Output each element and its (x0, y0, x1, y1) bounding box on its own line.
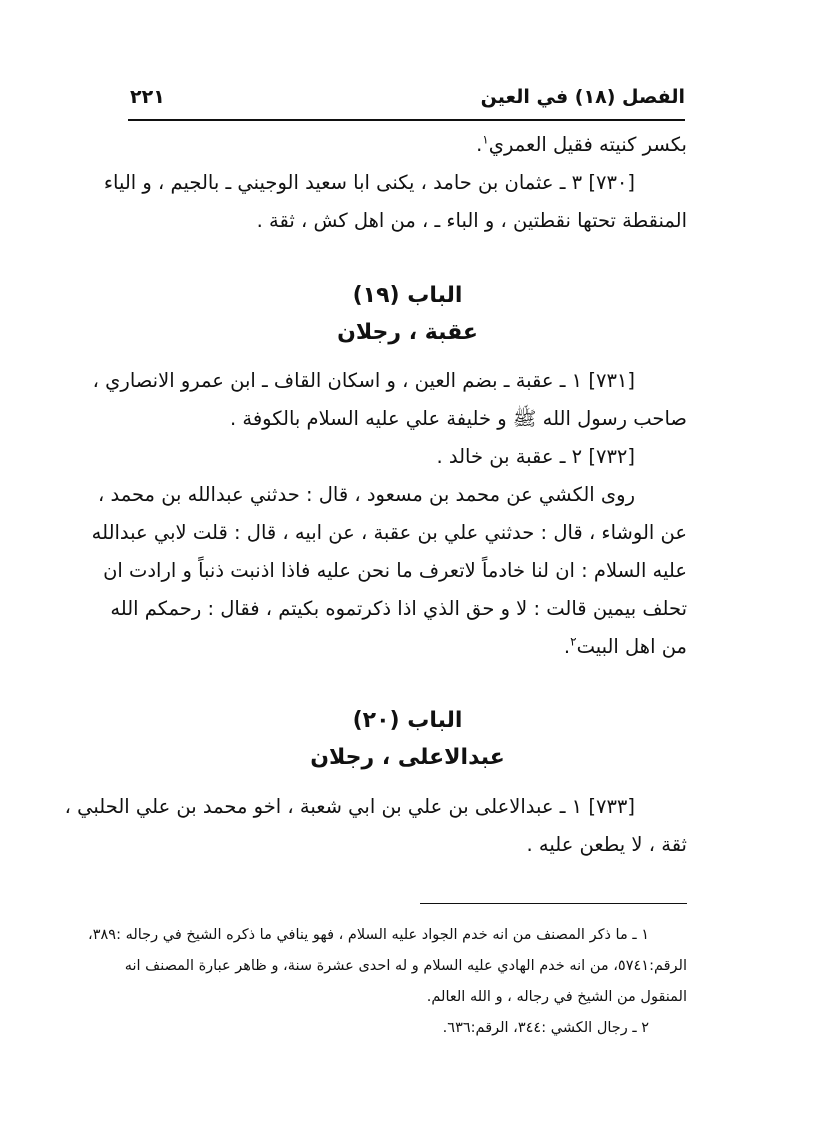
footnote-ref-2: ٢ (570, 634, 577, 649)
narration-line: عن الوشاء ، قال : حدثني علي بن عقبة ، عن ابيه ، قال : قلت لابي عبدالله (91, 521, 687, 544)
entry-731-line: صاحب رسول الله ﷺ و خليفة علي عليه السلام بالكوفة . (229, 407, 687, 430)
entry-730-line: [٧٣٠] ٣ ـ عثمان بن حامد ، يكنى ابا سعيد الوجيني ـ بالجيم ، و الياء (103, 171, 635, 194)
footnote-ref-1: ١ (482, 132, 489, 147)
narration-line (126, 628, 687, 666)
footnote-1-line: ١ ـ ما ذكر المصنف من انه خدم الجواد عليه السلام ، فهو ينافي ما ذكره الشيخ في رجاله :٣٨٩، (88, 927, 649, 943)
chapter-19-body (91, 362, 687, 666)
header-title: الفصل (١٨) في العين (480, 86, 685, 108)
chapter-19-subtitle: عقبة ، رجلان (337, 320, 478, 345)
narration-line: تحلف بيمين قالت : لا و حق الذي اذا ذكرتموه بكيتم ، فقال : رحمكم الله (110, 597, 687, 620)
header-rule (128, 119, 685, 121)
entry-733-line: ثقة ، لا يطعن عليه . (526, 833, 687, 856)
entry-731-line: [٧٣١] ١ ـ عقبة ـ بضم العين ، و اسكان القاف ـ ابن عمرو الانصاري ، (92, 369, 635, 392)
page-number: ٢٢١ (130, 86, 165, 108)
narration-line: روى الكشي عن محمد بن مسعود ، قال : حدثني عبدالله بن محمد ، (97, 483, 635, 506)
footnote-2-line: ٢ ـ رجال الكشي :٣٤٤، الرقم:٦٣٦. (442, 1020, 649, 1036)
entry-730-line: المنقطة تحتها نقطتين ، و الباء ـ ، من اهل كش ، ثقة . (256, 209, 687, 232)
narration-line: عليه السلام : ان لنا خادماً لاتعرف ما نحن عليه فاذا اذنبت ذنباً و ارادت ان (103, 559, 687, 582)
chapter-19-title: الباب (١٩) (352, 283, 463, 308)
footnote-1-line: المنقول من الشيخ في رجاله ، و الله العالم. (426, 989, 687, 1005)
chapter-20-subtitle: عبدالاعلى ، رجلان (310, 745, 505, 770)
intro-line-end: . (476, 133, 483, 156)
intro-block (103, 126, 687, 240)
footnotes (88, 920, 687, 1044)
entry-732-line: [٧٣٢] ٢ ـ عقبة بن خالد . (436, 445, 635, 468)
intro-line-text: بكسر كنيته فقيل العمري (488, 133, 687, 156)
narration-last-text: من اهل البيت (576, 635, 687, 658)
chapter-20-body (64, 788, 687, 864)
running-header (130, 86, 685, 114)
intro-line (126, 126, 687, 164)
footnote-1-line: الرقم:٥٧٤١، من انه خدم الهادي عليه السلام و له احدى عشرة سنة، و ظاهر عبارة المصنف انه (124, 958, 687, 974)
entry-733-line: [٧٣٣] ١ ـ عبدالاعلى بن علي بن ابي شعبة ، اخو محمد بن علي الحلبي ، (64, 795, 635, 818)
chapter-20-title: الباب (٢٠) (352, 708, 463, 733)
footnote-rule (420, 903, 687, 904)
narration-end: . (563, 635, 571, 658)
